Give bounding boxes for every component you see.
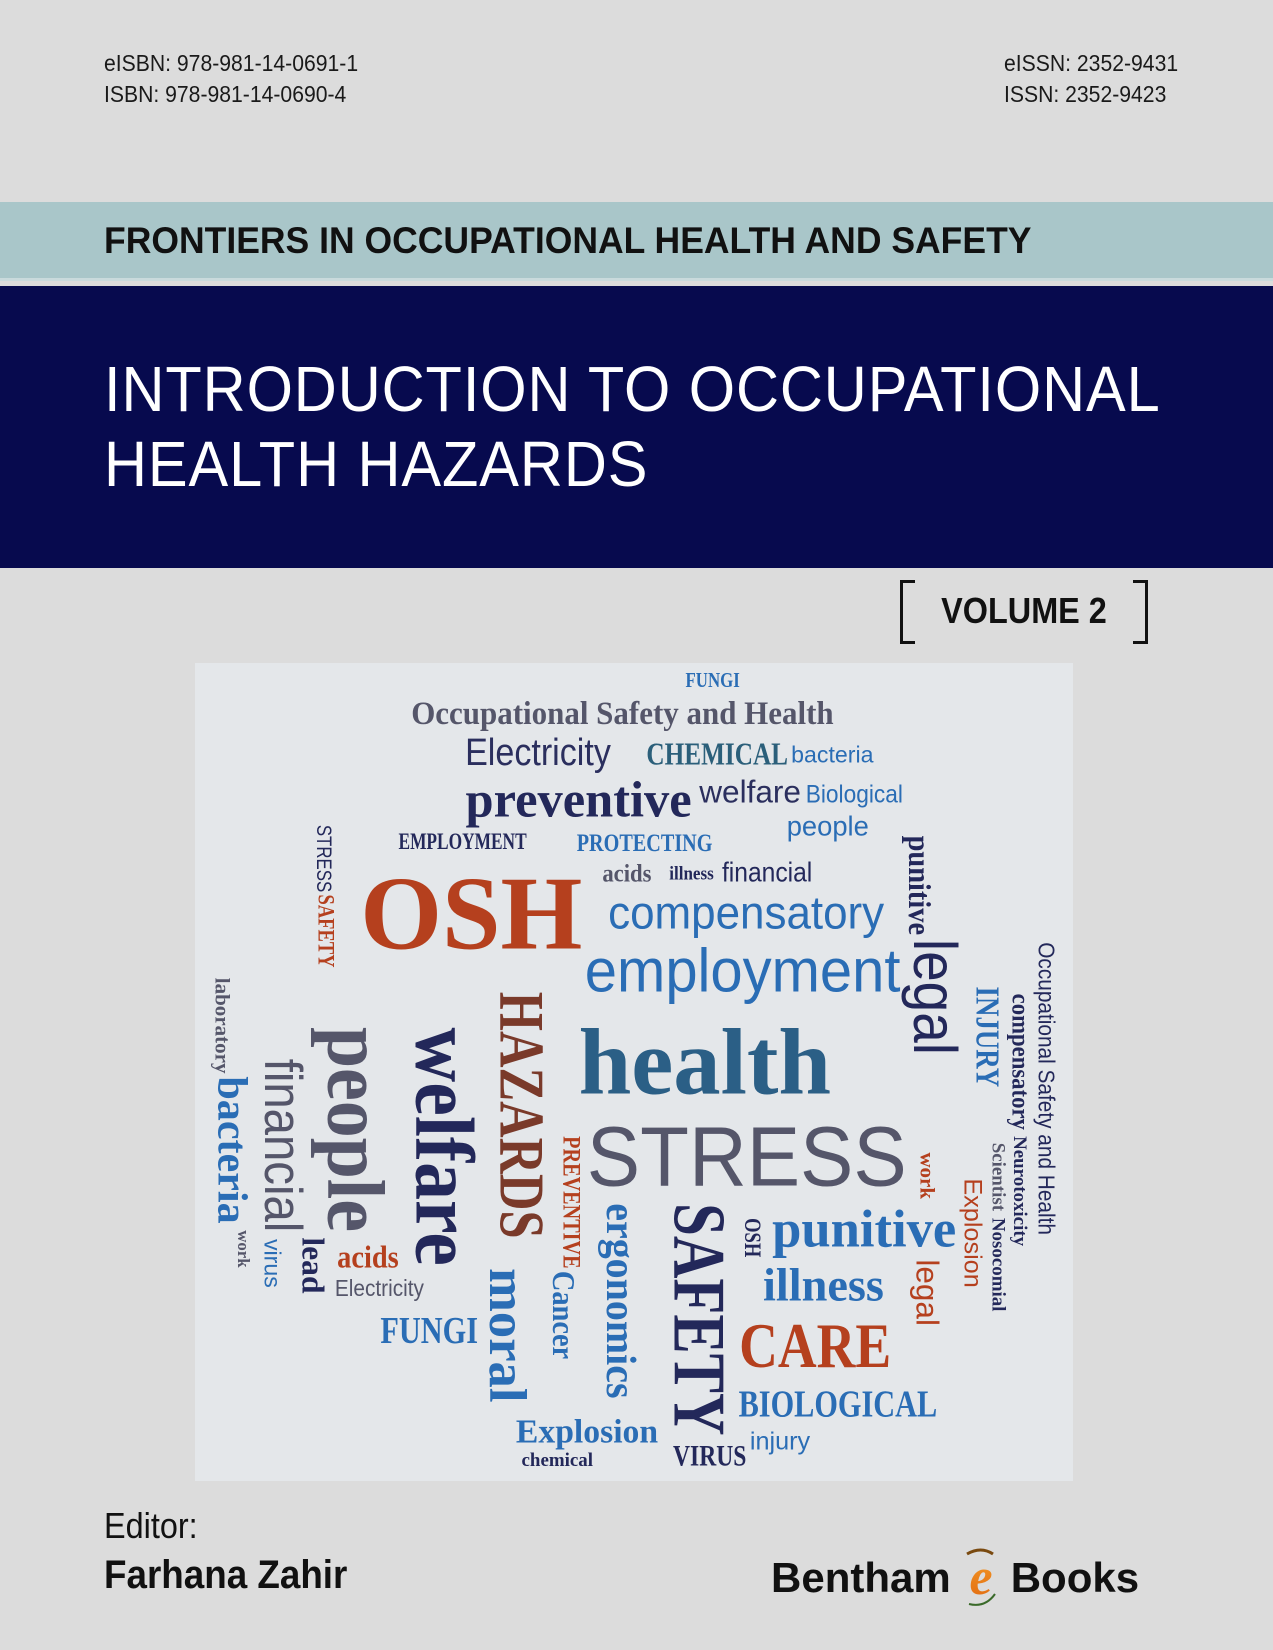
cloud-word: virus [259, 1238, 286, 1288]
cloud-word: Explosion [515, 1413, 659, 1451]
cloud-word: acids [602, 860, 652, 889]
cloud-word: work [233, 1230, 253, 1268]
book-title-line-2: HEALTH HAZARDS [104, 428, 649, 500]
cloud-word: VIRUS [673, 1438, 747, 1472]
cloud-word: FUNGI [685, 669, 740, 693]
cloud-word: OSH [739, 1218, 767, 1258]
cloud-word: moral [477, 1268, 536, 1403]
cloud-word: punitive [772, 1200, 957, 1259]
cloud-word: work [915, 1152, 940, 1200]
publisher-logo [771, 1548, 1139, 1608]
cloud-word: Cancer [545, 1270, 581, 1360]
cloud-word: lead [295, 1237, 331, 1294]
cloud-word: STRESS [586, 1110, 907, 1205]
series-title: FRONTIERS IN OCCUPATIONAL HEALTH AND SAFETY [104, 220, 1032, 261]
cloud-word: HAZARDS [486, 991, 556, 1239]
svg-text:e: e [969, 1549, 993, 1606]
cloud-word: punitive [901, 835, 937, 936]
cloud-word: laboratory [210, 977, 235, 1074]
e-logo-icon [959, 1548, 1003, 1608]
cloud-word: SAFETY [312, 894, 340, 968]
cloud-word: bacteria [791, 741, 874, 768]
cloud-word: welfare [699, 773, 801, 810]
issn: ISSN: 2352-9423 [1004, 81, 1167, 107]
isbn-block [104, 48, 358, 110]
cloud-word: Occupational Safety and Health [1033, 942, 1060, 1235]
volume-text: VOLUME 2 [941, 590, 1107, 631]
publisher-name-part1: Bentham [771, 1554, 951, 1601]
isbn: ISBN: 978-981-14-0690-4 [104, 81, 347, 107]
cloud-word: Explosion [958, 1178, 987, 1288]
cloud-word: acids [337, 1240, 399, 1275]
word-cloud-image [195, 663, 1073, 1481]
cloud-word: CARE [739, 1311, 892, 1382]
volume-label [900, 580, 1148, 640]
cloud-word: Neurotoxicity [1009, 1136, 1031, 1247]
cloud-word: STRESS [311, 824, 335, 893]
right-bracket [1133, 580, 1148, 644]
cloud-word: Biological [805, 780, 903, 809]
cloud-word: health [578, 1010, 832, 1115]
cloud-word: SAFETY [658, 1203, 739, 1436]
cloud-word: FUNGI [380, 1309, 478, 1352]
cloud-word: CHEMICAL [646, 737, 789, 773]
book-title-line-1: INTRODUCTION TO OCCUPATIONAL [104, 353, 1161, 425]
cloud-word: financial [721, 856, 813, 888]
eissn: eISSN: 2352-9431 [1004, 50, 1179, 76]
cloud-word: OSH [360, 854, 583, 972]
cloud-word: financial [253, 1058, 313, 1233]
cloud-word: people [786, 810, 869, 842]
eisbn: eISBN: 978-981-14-0691-1 [104, 50, 359, 76]
cloud-word: compensatory [608, 886, 885, 939]
cloud-word: welfare [397, 1027, 491, 1266]
cloud-word: illness [669, 862, 714, 884]
publisher-name-part2: Books [1010, 1554, 1140, 1601]
cloud-word: Nosocomial [987, 1217, 1009, 1312]
cloud-word: PREVENTIVE [557, 1136, 586, 1269]
cloud-word: ergonomics [597, 1203, 645, 1399]
cloud-word: preventive [465, 771, 692, 828]
cloud-word: Occupational Safety and Health [411, 695, 834, 732]
cloud-word: chemical [521, 1450, 593, 1472]
cloud-word: EMPLOYMENT [398, 829, 527, 855]
issn-block [1004, 48, 1178, 110]
editor-label: Editor: [104, 1505, 198, 1546]
cloud-word: Scientist [987, 1142, 1009, 1212]
cloud-word: injury [749, 1427, 811, 1456]
cloud-word: Electricity [334, 1274, 424, 1302]
word-cloud [195, 663, 1073, 1481]
cloud-word: illness [763, 1260, 884, 1312]
cloud-word: BIOLOGICAL [738, 1383, 938, 1426]
editor-name: Farhana Zahir [104, 1553, 348, 1597]
cloud-word: employment [584, 935, 901, 1005]
cloud-word: legal [909, 1259, 946, 1326]
cloud-word: bacteria [208, 1076, 255, 1224]
cloud-word: people [310, 1026, 403, 1233]
cloud-word: compensatory [1005, 993, 1034, 1130]
cloud-word: Electricity [465, 730, 611, 774]
cloud-word: legal [900, 938, 969, 1055]
cloud-word: INJURY [968, 986, 1007, 1088]
cloud-word: PROTECTING [576, 828, 713, 857]
